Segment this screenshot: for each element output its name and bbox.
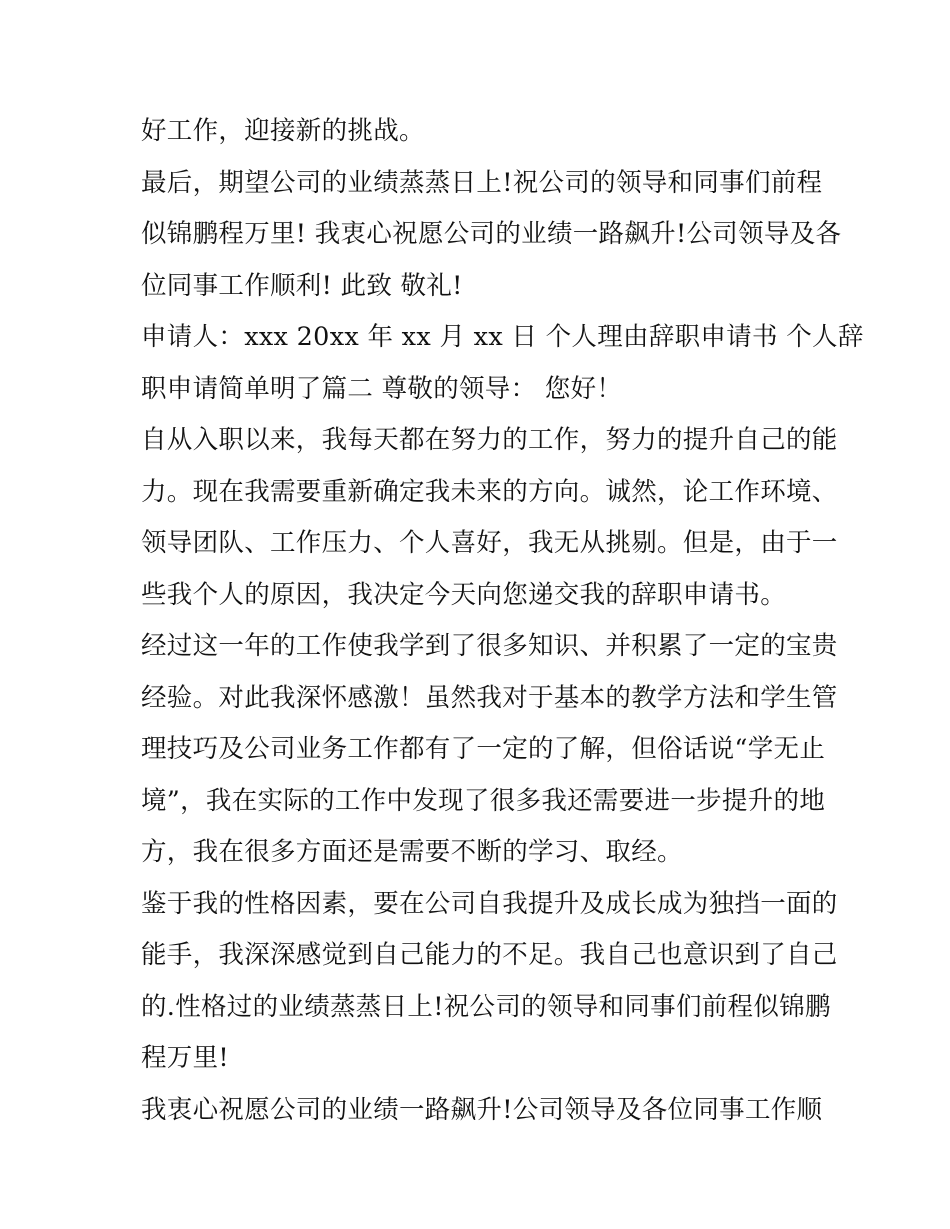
text-line: 经过这一年的工作使我学到了很多知识、并积累了一定的宝贵 (141, 631, 838, 661)
text-line: 程万里! (141, 1043, 229, 1073)
text-line: 力。现在我需要重新确定我未来的方向。诚然，论工作环境、 (141, 476, 838, 507)
text-line: 领导团队、工作压力、个人喜好，我无从挑剔。但是，由于一 (141, 528, 838, 558)
text-line: 的.性格过的业绩蒸蒸日上!祝公司的领导和同事们前程似锦鹏 (141, 991, 831, 1022)
text-line: 自从入职以来，我每天都在努力的工作，努力的提升自己的能 (141, 425, 838, 455)
text-line: 些我个人的原因，我决定今天向您递交我的辞职申请书。 (141, 579, 787, 610)
text-line: 经验。对此我深怀感激！虽然我对于基本的教学方法和学生管 (141, 682, 838, 713)
document-body (141, 106, 864, 1136)
text-line: 境”，我在实际的工作中发现了很多我还需要进一步提升的地 (141, 785, 826, 816)
text-line: 职申请简单明了篇二 尊敬的领导： 您好！ (141, 373, 623, 404)
text-line: 申请人：xxx 20xx 年 xx 月 xx 日 个人理由辞职申请书 个人辞 (141, 322, 864, 352)
text-line: 鉴于我的性格因素，要在公司自我提升及成长成为独挡一面的 (141, 888, 838, 919)
text-line: 方，我在很多方面还是需要不断的学习、取经。 (141, 837, 683, 867)
text-line: 理技巧及公司业务工作都有了一定的了解，但俗话说“学无止 (141, 734, 826, 764)
text-line: 位同事工作顺利! 此致 敬礼! (141, 270, 463, 301)
text-line: 似锦鹏程万里! 我衷心祝愿公司的业绩一路飙升!公司领导及各 (141, 219, 842, 249)
text-line: 最后，期望公司的业绩蒸蒸日上!祝公司的领导和同事们前程 (141, 167, 823, 198)
text-line: 我衷心祝愿公司的业绩一路飙升!公司领导及各位同事工作顺 (141, 1094, 823, 1125)
text-line: 能手，我深深感觉到自己能力的不足。我自己也意识到了自己 (141, 940, 838, 970)
text-line: 好工作，迎接新的挑战。 (141, 116, 425, 146)
